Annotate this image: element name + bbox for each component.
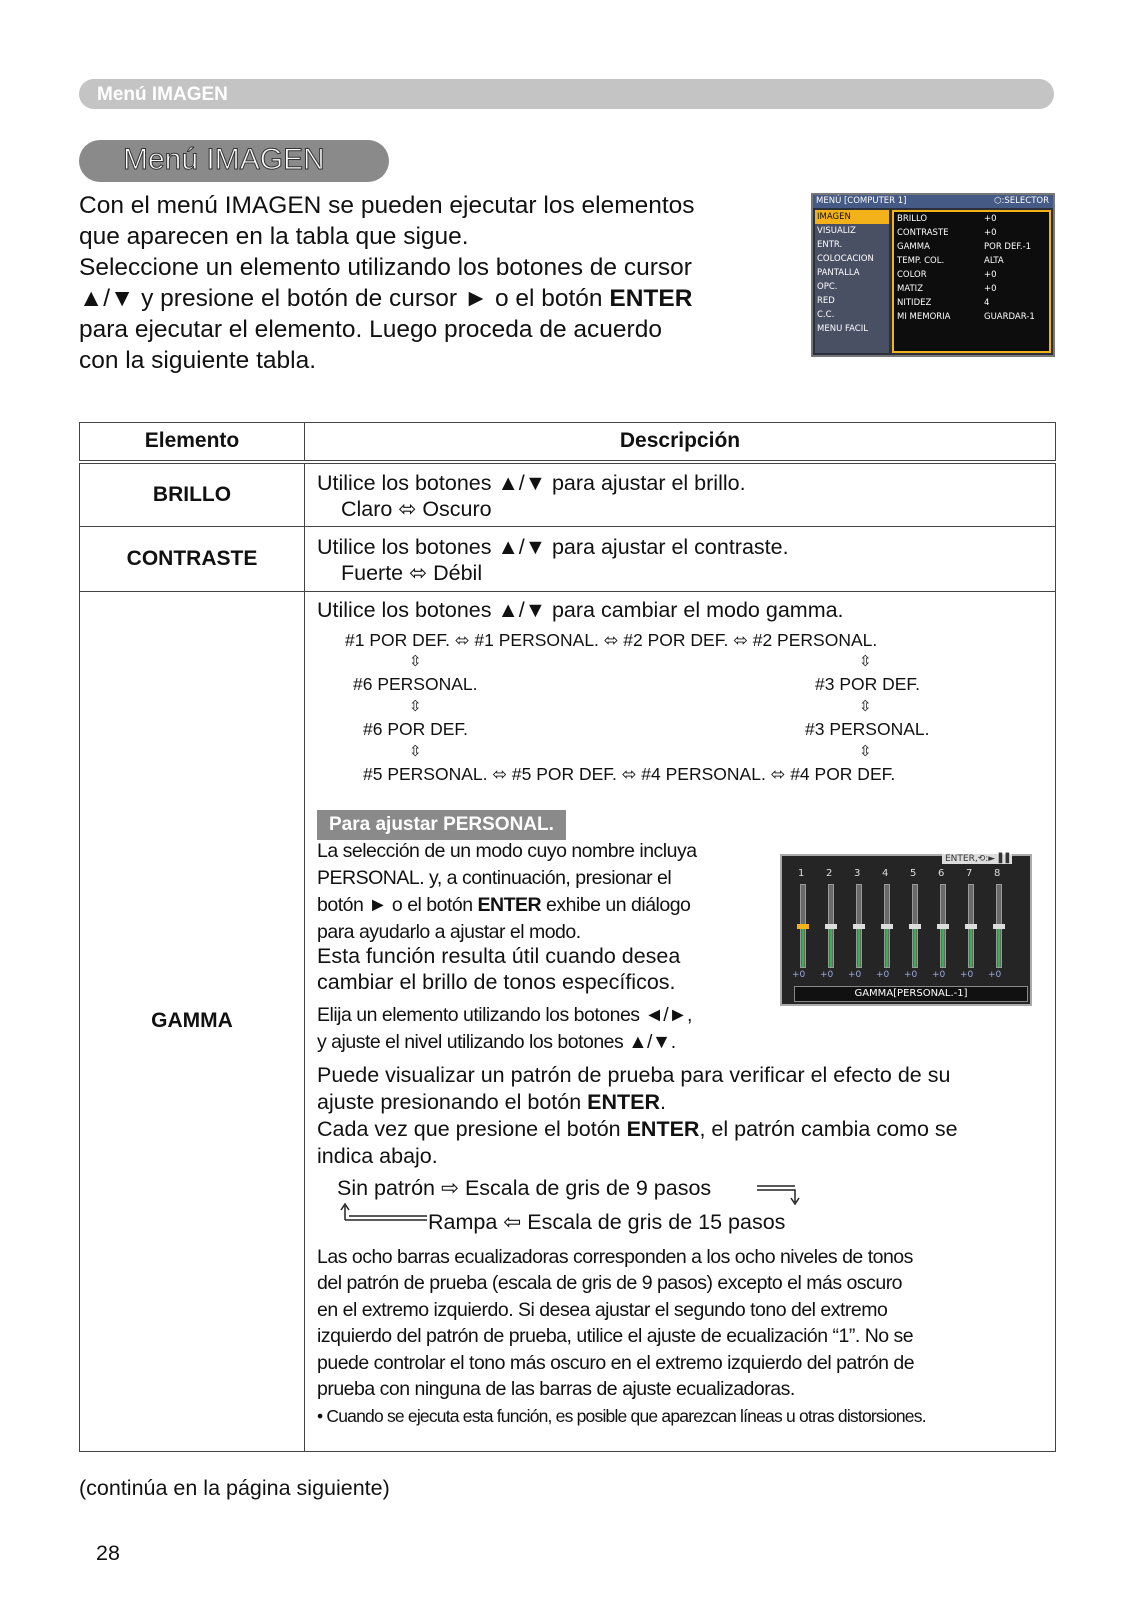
gamma-left-1: #6 PERSONAL. [353,673,478,694]
updown-arrow-icon: ⇳ [409,697,422,715]
page-number: 28 [96,1541,120,1565]
loop-arrow-icon [337,1200,429,1226]
panel-label: GAMMA[PERSONAL.-1] [794,986,1028,1002]
gamma-right-1: #3 POR DEF. [815,673,921,694]
equalizer-knob [909,924,921,929]
section-banner [79,79,1054,109]
equalizer-notes: Las ocho barras ecualizadoras corresponden a los ocho niveles de tonos del patrón de prueba (escala de gris de 9 pasos) excepto el más oscuro en el extremo izquierdo. Si desea ajustar el segundo tono del extremo izquierdo del patrón de prueba, utilice el ajuste de ecualización “1”. No se puede controlar el tono más oscuro en el extremo izquierdo del patrón de prueba con ninguna de las barras de ajuste ecualizadoras. • Cuando se ejecuta esta función, es posible que aparezcan líneas u otras distorsiones. [317,1245,926,1426]
gamma-text: Esta función resulta útil cuando desea [317,943,681,968]
menu-row: MATIZ +0 [897,284,997,294]
updown-arrow-icon: ⇳ [859,742,872,760]
gamma-intro: Utilice los botones ▲/▼ para cambiar el modo gamma. [317,597,844,622]
gamma-personal-panel [780,854,1032,1006]
intro-line: Con el menú IMAGEN se pueden ejecutar los elementos [79,192,695,219]
menu-category: IMAGEN [815,210,889,224]
column-header-description: Descripción [305,423,1056,462]
menu-screenshot-items [892,210,1051,353]
page-title [79,140,389,182]
intro-line: Seleccione un elemento utilizando los botones de cursor [79,254,692,281]
gamma-cycle-top: #1 POR DEF. ⬄ #1 PERSONAL. ⬄ #2 POR DEF. ⬄ #2 PERSONAL. [345,629,878,650]
column-header-element: Elemento [80,423,305,462]
menu-category: OPC. [817,282,838,292]
gamma-text: cambiar el brillo de tonos específicos. [317,969,676,994]
menu-screenshot [811,193,1055,357]
updown-arrow-icon: ⇳ [409,652,422,670]
menu-row: GAMMA POR DEF.-1 [897,242,1032,252]
equalizer-knob [881,924,893,929]
section-banner-label: Menú IMAGEN [97,84,228,105]
element-description: Utilice los botones ▲/▼ para ajustar el brillo. Claro ⬄ Oscuro [305,462,1056,527]
intro-line: para ejecutar el elemento. Luego proceda de acuerdo [79,316,662,343]
menu-category: PANTALLA [817,268,860,278]
element-name: CONTRASTE [80,526,305,591]
continue-note: (continúa en la página siguiente) [79,1476,390,1500]
equalizer-knob [965,924,977,929]
table-row [80,526,1056,591]
updown-arrow-icon: ⇳ [409,742,422,760]
equalizer-knob [993,924,1005,929]
menu-category: VISUALIZ [817,226,856,236]
menu-row: TEMP. COL. ALTA [897,256,1004,266]
settings-table [79,422,1056,1452]
return-arrow-icon [755,1178,805,1206]
pattern-sequence-2: Rampa ⇦ Escala de gris de 15 pasos [428,1209,786,1234]
gamma-cycle-bottom: #5 PERSONAL. ⬄ #5 POR DEF. ⬄ #4 PERSONAL. ⬄ #4 POR DEF. [363,763,896,784]
menu-row: COLOR +0 [897,270,997,280]
pattern-sequence-1: Sin patrón ⇨ Escala de gris de 9 pasos [337,1175,712,1200]
test-pattern-paragraph: Puede visualizar un patrón de prueba para verificar el efecto de su ajuste presionando el botón ENTER. Cada vez que presione el botón ENTER, el patrón cambia como se indica abajo. [317,1062,958,1168]
menu-category: COLOCACION [817,254,874,264]
updown-arrow-icon: ⇳ [859,652,872,670]
updown-arrow-icon: ⇳ [859,697,872,715]
panel-band-numbers: 1 2 3 4 5 6 7 8 [798,867,1001,879]
element-description: Utilice los botones ▲/▼ para ajustar el contraste. Fuerte ⬄ Débil [305,526,1056,591]
table-row [80,462,1056,527]
gamma-left-2: #6 POR DEF. [363,718,469,739]
menu-category: RED [817,296,835,306]
personal-instructions: Elija un elemento utilizando los botones ◄/►, y ajuste el nivel utilizando los botones ▲/▼. [317,1003,692,1053]
element-name: GAMMA [80,591,305,1451]
table-header-row [80,423,1056,462]
intro-line: que aparecen en la tabla que sigue. [79,223,469,250]
table-row [80,591,1056,1451]
element-name: BRILLO [80,462,305,527]
personal-paragraph: La selección de un modo cuyo nombre incluya PERSONAL. y, a continuación, presionar el botón ► o el botón ENTER exhibe un diálogo para ayudarlo a ajustar el modo. [317,839,697,943]
menu-category: ENTR. [817,240,843,250]
equalizer-knob [825,924,837,929]
panel-values: +0 +0 +0 +0 +0 +0 +0 +0 [792,969,1002,980]
menu-row: NITIDEZ 4 [897,298,990,308]
page-title-text: Menú IMAGEN [123,143,325,176]
equalizer-knob [853,924,865,929]
equalizer-knob [937,924,949,929]
intro-line: ▲/▼ y presione el botón de cursor ► o el botón ENTER [79,285,693,312]
intro-line: con la siguiente tabla. [79,347,316,374]
intro-paragraph [79,190,779,376]
menu-screenshot-header: MENÚ [COMPUTER 1] ⬡:SELECTOR [813,195,1053,208]
menu-row: BRILLO +0 [897,214,997,224]
menu-category: MENU FACIL [817,324,868,334]
panel-enter-hint: ENTER,⟲:►▐▐ [942,854,1012,864]
menu-screenshot-categories [815,210,889,353]
menu-row: CONTRASTE +0 [897,228,997,238]
menu-category: C.C. [817,310,835,320]
personal-tag: Para ajustar PERSONAL. [317,810,566,840]
gamma-right-2: #3 PERSONAL. [805,718,930,739]
element-description [305,591,1056,1451]
equalizer-knob [797,924,809,929]
menu-row: MI MEMORIA GUARDAR-1 [897,312,1035,322]
